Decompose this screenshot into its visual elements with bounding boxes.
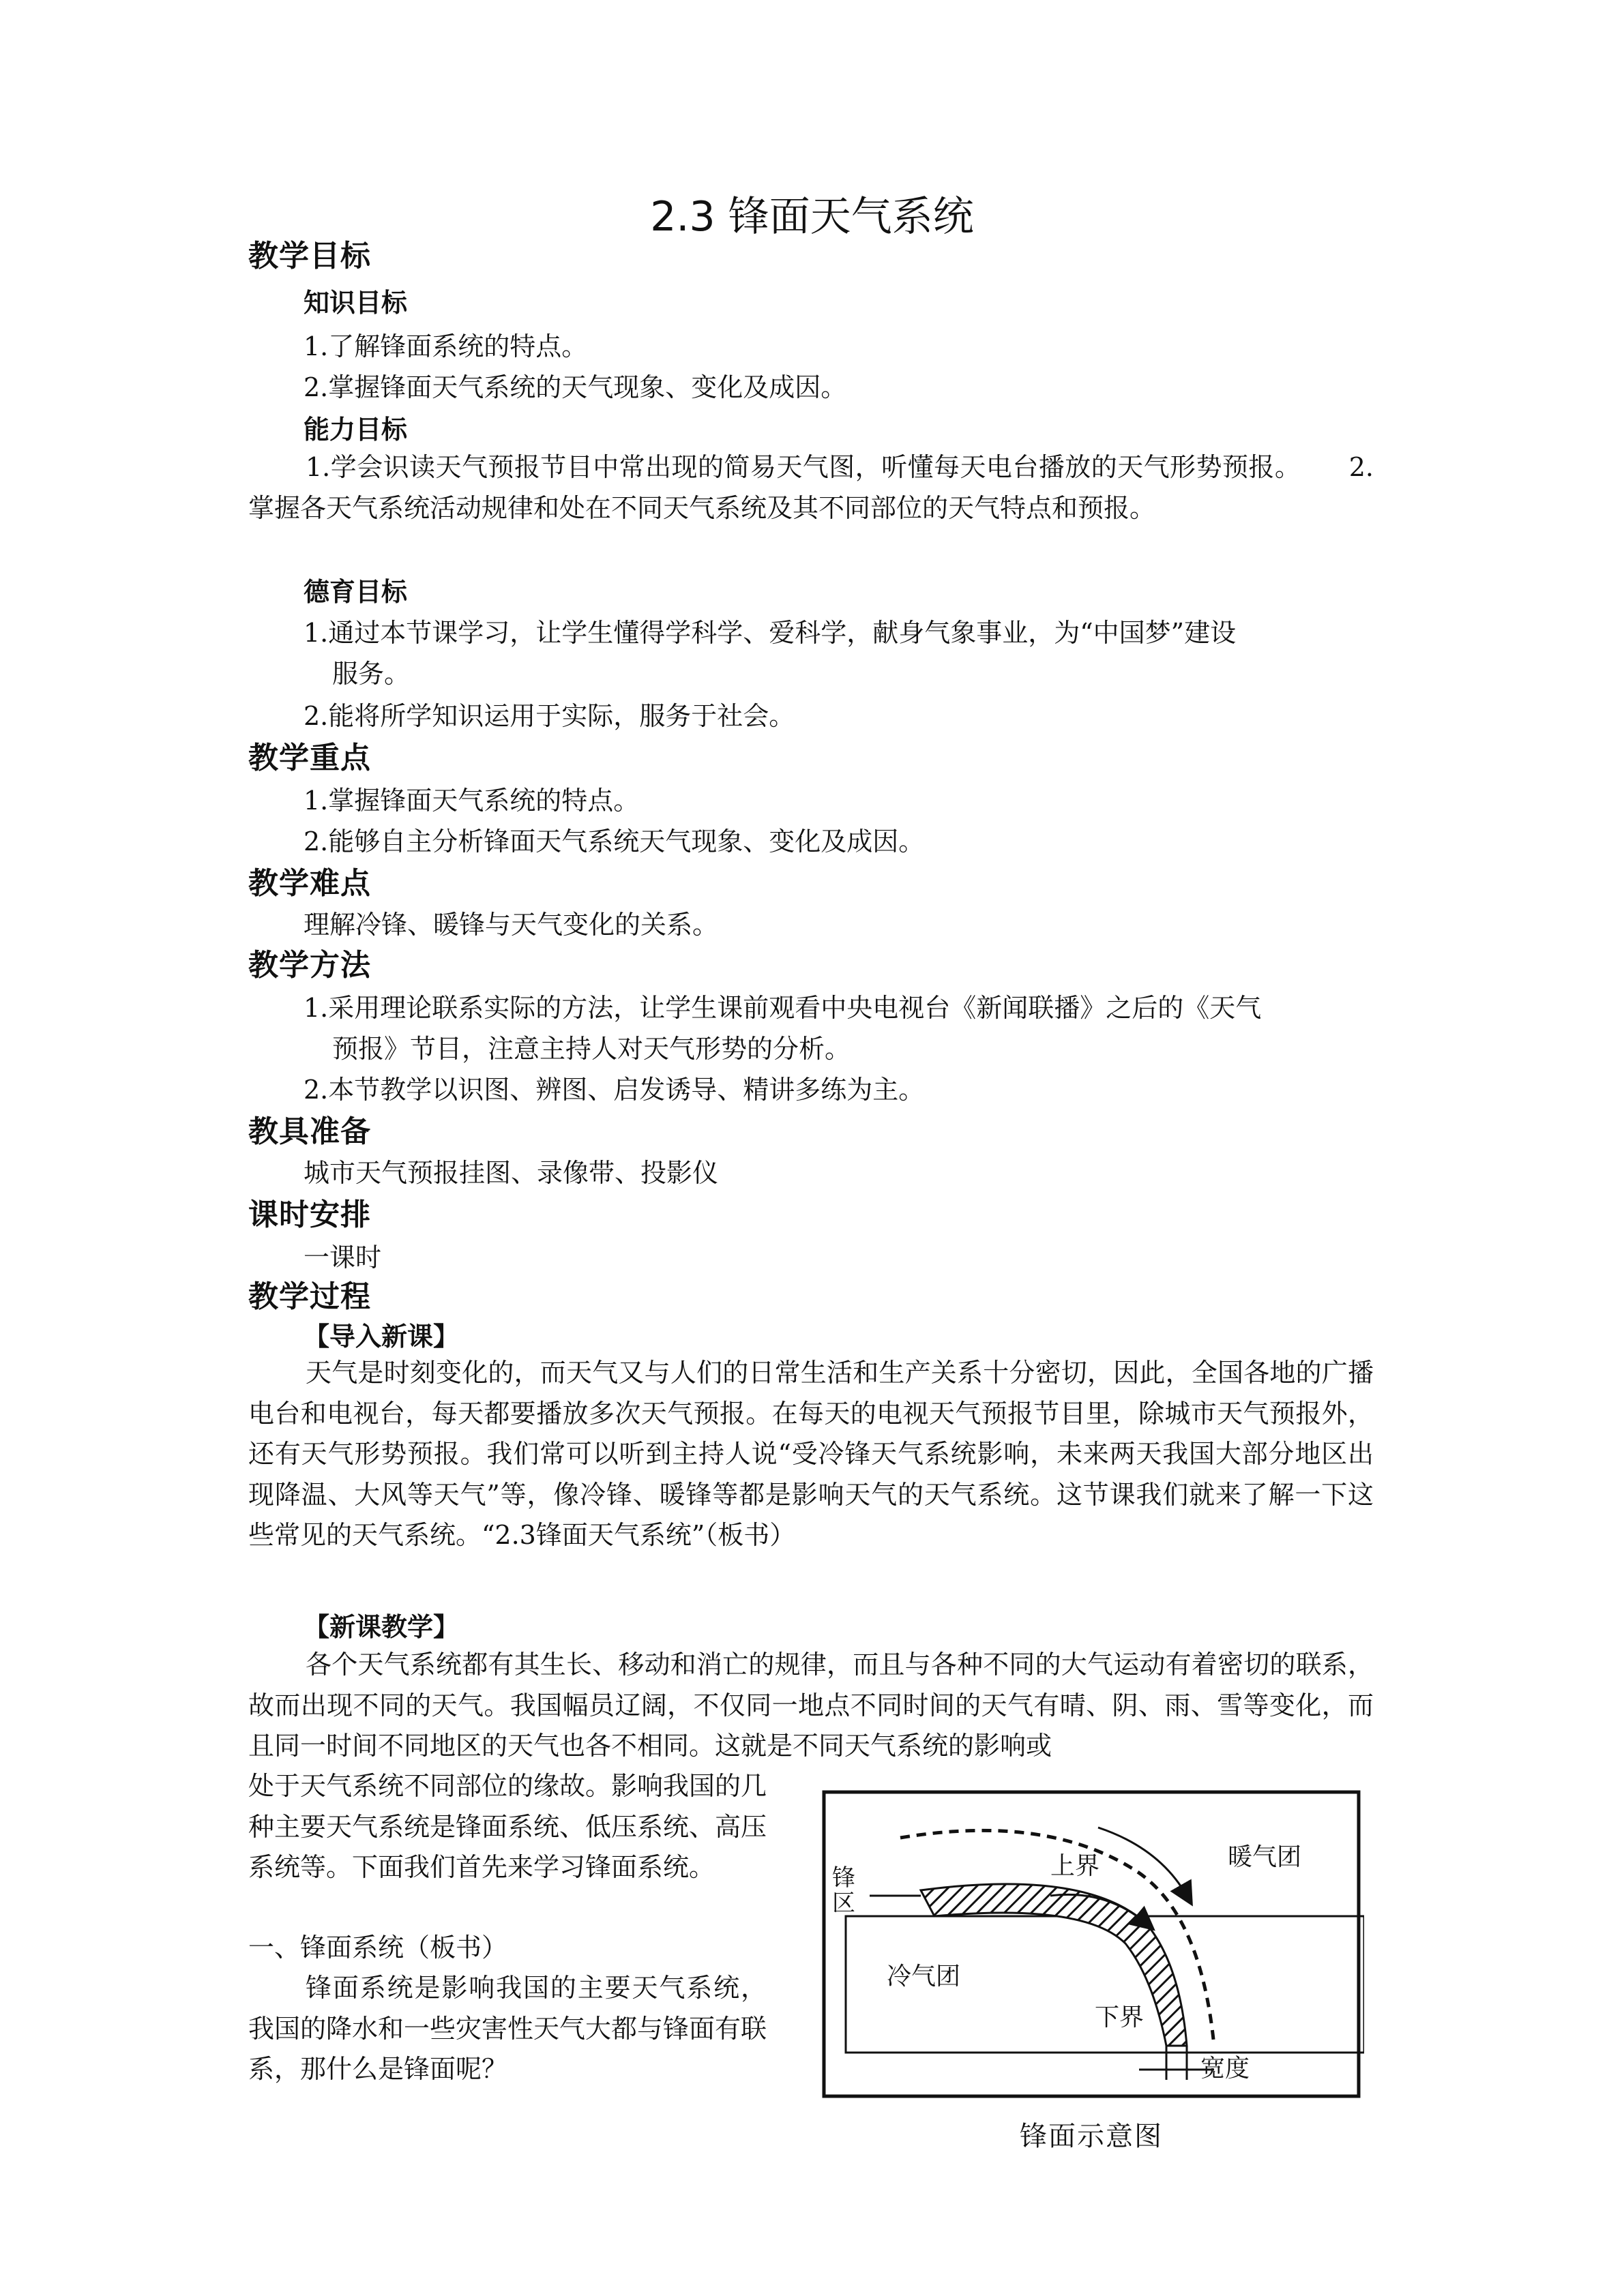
- method-item-1: 1.采用理论联系实际的方法，让学生课前观看中央电视台《新闻联播》之后的《天气: [304, 993, 1262, 1023]
- moral-item-1: 1.通过本节课学习，让学生懂得学科学、爱科学，献身气象事业，为“中国梦”建设: [304, 618, 1237, 648]
- difficulty-text: 理解冷锋、暖锋与天气变化的关系。: [304, 910, 719, 940]
- schedule-text: 一课时: [304, 1242, 382, 1272]
- knowledge-item-1: 1.了解锋面系统的特点。: [304, 331, 588, 361]
- heading-objectives: 教学目标: [248, 239, 371, 273]
- heading-moral: 德育目标: [304, 577, 408, 607]
- ability-text: 1.学会识读天气预报节目中常出现的简易天气图，听懂每天电台播放的天气形势预报。 2.掌握各天气系统活动规律和处在不同天气系统及其不同部位的天气特点和预报。: [248, 452, 1374, 523]
- label-front-zone-1: 锋: [832, 1864, 855, 1892]
- heading-key: 教学重点: [248, 741, 371, 775]
- warm-air-arrow: [1098, 1828, 1187, 1896]
- tools-text: 城市天气预报挂图、录像带、投影仪: [304, 1158, 719, 1188]
- method-item-2: 2.本节教学以识图、辨图、启发诱导、精讲多练为主。: [304, 1075, 925, 1105]
- heading-process: 教学过程: [248, 1279, 371, 1314]
- method-item-1-cont: 预报》节目，注意主持人对天气形势的分析。: [332, 1034, 851, 1064]
- heading-method: 教学方法: [248, 948, 371, 983]
- new-lesson-text: 各个天气系统都有其生长、移动和消亡的规律，而且与各种不同的大气运动有着密切的联系，故而出现不同的天气。我国幅员辽阔，不仅同一地点不同时间的天气有晴、阴、雨、雪等变化，而且同一时间不同地区的天气也各不相同。这就是不同天气系统的影响或: [248, 1650, 1374, 1761]
- label-width: 宽度: [1200, 2055, 1250, 2083]
- new-lesson-text-cont: 处于天气系统不同部位的缘故。影响我国的几种主要天气系统是锋面系统、低压系统、高压系统等。下面我们首先来学习锋面系统。: [248, 1771, 767, 1882]
- heading-tools: 教具准备: [248, 1114, 371, 1149]
- heading-ability: 能力目标: [304, 415, 408, 445]
- label-front-zone-2: 区: [832, 1890, 855, 1917]
- moral-item-1-cont: 服务。: [332, 659, 411, 689]
- moral-item-2: 2.能将所学知识运用于实际，服务于社会。: [304, 701, 795, 731]
- heading-difficulty: 教学难点: [248, 866, 371, 901]
- heading-knowledge: 知识目标: [304, 288, 408, 318]
- knowledge-item-2: 2.掌握锋面天气系统的天气现象、变化及成因。: [304, 372, 847, 402]
- label-lower: 下界: [1095, 2003, 1145, 2031]
- label-warm-air: 暖气团: [1228, 1843, 1302, 1871]
- heading-schedule: 课时安排: [248, 1197, 371, 1232]
- front-diagram: [818, 1787, 1364, 2107]
- label-new-lesson: 【新课教学】: [304, 1612, 460, 1642]
- key-item-1: 1.掌握锋面天气系统的特点。: [304, 786, 640, 816]
- front-zone-hatch: [921, 1884, 1187, 2046]
- front-heading: 一、锋面系统（板书）: [248, 1933, 508, 1963]
- front-text: 锋面系统是影响我国的主要天气系统，我国的降水和一些灾害性天气大都与锋面有联系，那什么是锋面呢？: [248, 1973, 767, 2084]
- page-title: 2.3 锋面天气系统: [650, 193, 974, 241]
- key-item-2: 2.能够自主分析锋面天气系统天气现象、变化及成因。: [304, 826, 925, 856]
- label-upper: 上界: [1050, 1852, 1100, 1880]
- label-intro: 【导入新课】: [304, 1322, 460, 1352]
- label-cold-air: 冷气团: [887, 1963, 961, 1991]
- figure-caption: 锋面示意图: [1020, 2121, 1163, 2152]
- intro-text: 天气是时刻变化的，而天气又与人们的日常生活和生产关系十分密切，因此，全国各地的广播电台和电视台，每天都要播放多次天气预报。在每天的电视天气预报节目里，除城市天气预报外，还有天气形势预报。我们常可以听到主持人说“受冷锋天气系统影响，未来两天我国大部分地区出现降温、大风等天气”等，像冷锋、暖锋等都是影响天气的天气系统。这节课我们就来了解一下这些常见的天气系统。“2.3锋面天气系统”（板书）: [248, 1358, 1374, 1550]
